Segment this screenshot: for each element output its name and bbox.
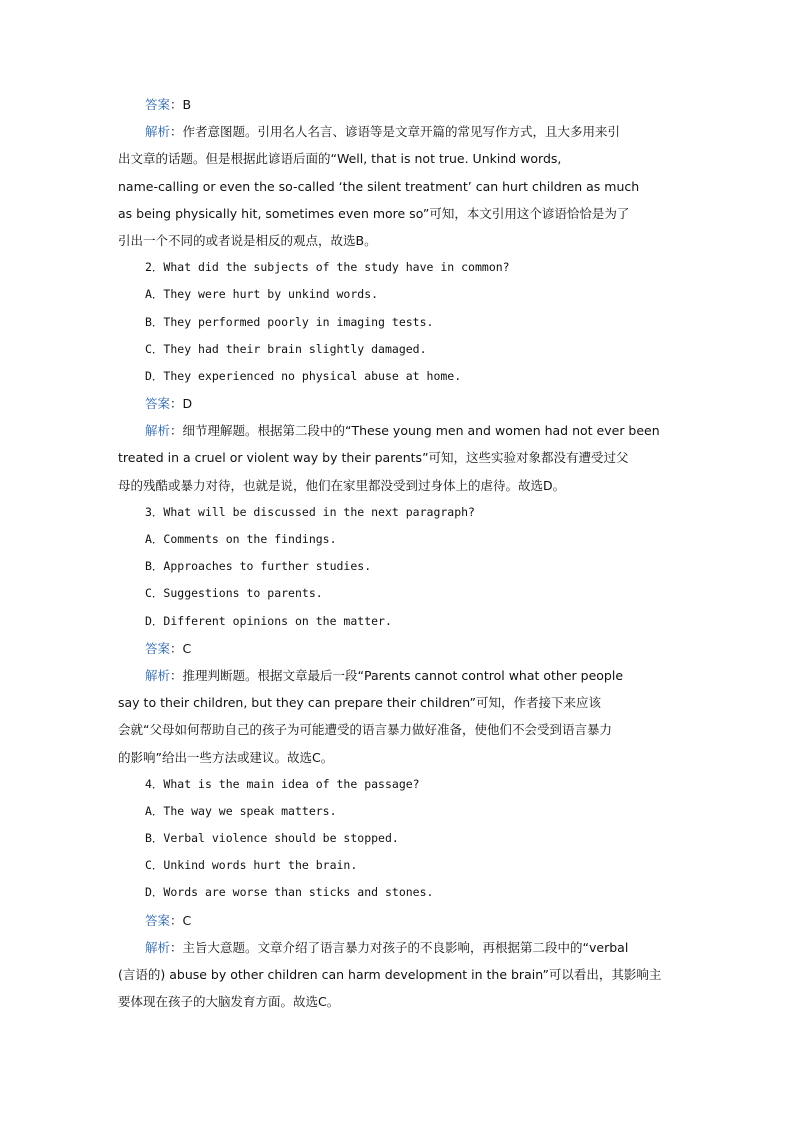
- analysis-text: ：推理判断题。根据文章最后一段“Parents cannot control what other people: [170, 667, 624, 683]
- analysis-label: 解析: [145, 423, 171, 439]
- answer-value: ：C: [170, 912, 192, 928]
- option-b: B．Verbal violence should be stopped.: [145, 831, 399, 846]
- analysis-line: 引出一个不同的或者说是相反的观点，故选B。: [118, 232, 377, 248]
- answer-line: [118, 390, 678, 417]
- answer-label: 答案: [145, 396, 171, 412]
- analysis-text: ：作者意图题。引用名人名言、谚语等是文章开篇的常见写作方式，且大多用来引: [170, 124, 621, 140]
- answer-value: ：C: [170, 640, 192, 656]
- option-a: A．They were hurt by unkind words.: [145, 287, 379, 302]
- option-d: D．Words are worse than sticks and stones.: [145, 885, 434, 900]
- analysis-line: [118, 417, 678, 444]
- analysis-line: (言语的) abuse by other children can harm development in the brain”可以看出，其影响主: [118, 967, 662, 982]
- analysis-line: as being physically hit, sometimes even more so”可知，本文引用这个谚语恰恰是为了: [118, 205, 630, 221]
- option-d: D．Different opinions on the matter.: [145, 613, 392, 628]
- question-2: 2．What did the subjects of the study have in common?: [145, 260, 510, 275]
- question-4: 4．What is the main idea of the passage?: [145, 776, 420, 791]
- analysis-line: [118, 662, 678, 689]
- analysis-line: 的影响”给出一些方法或建议。故选C。: [118, 749, 334, 765]
- analysis-label: 解析: [145, 124, 171, 140]
- analysis-label: 解析: [145, 939, 171, 955]
- analysis-line: 母的残酷或暴力对待，也就是说，他们在家里都没受到过身体上的虐待。故选D。: [118, 477, 566, 493]
- answer-value: ：B: [170, 97, 192, 112]
- analysis-line: treated in a cruel or violent way by their parents”可知，这些实验对象都没有遭受过父: [118, 450, 629, 466]
- answer-label: 答案: [145, 640, 171, 656]
- option-a: A．The way we speak matters.: [145, 803, 337, 818]
- option-c: C．Unkind words hurt the brain.: [145, 858, 358, 873]
- analysis-label: 解析: [145, 667, 171, 683]
- analysis-line: 会就“父母如何帮助自己的孩子为可能遭受的语言暴力做好准备，使他们不会受到语言暴力: [118, 722, 612, 738]
- analysis-text: ：细节理解题。根据第二段中的“These young men and women had not ever been: [170, 423, 660, 439]
- option-b: B．Approaches to further studies.: [145, 559, 372, 574]
- answer-label: 答案: [145, 97, 171, 112]
- option-c: C．They had their brain slightly damaged.: [145, 341, 427, 356]
- option-a: A．Comments on the findings.: [145, 532, 337, 546]
- analysis-line: [118, 934, 678, 961]
- answer-line: [118, 91, 678, 118]
- question-3: 3．What will be discussed in the next paragraph?: [145, 504, 475, 519]
- analysis-line: [118, 118, 678, 145]
- analysis-line: name-calling or even the so-called ‘the silent treatment’ can hurt children as much: [118, 178, 640, 194]
- analysis-line: say to their children, but they can prepare their children”可知，作者接下来应该: [118, 695, 601, 711]
- option-b: B．They performed poorly in imaging tests.: [145, 314, 434, 329]
- answer-label: 答案: [145, 912, 171, 928]
- analysis-line: 出文章的话题。但是根据此谚语后面的“Well, that is not true. Unkind words,: [118, 151, 562, 167]
- option-c: C．Suggestions to parents.: [145, 586, 323, 601]
- analysis-line: 要体现在孩子的大脑发育方面。故选C。: [118, 994, 340, 1010]
- analysis-text: ：主旨大意题。文章介绍了语言暴力对孩子的不良影响，再根据第二段中的“verbal: [170, 939, 629, 955]
- answer-line: [118, 907, 678, 934]
- answer-value: ：D: [170, 396, 193, 412]
- answer-line: [118, 635, 678, 662]
- option-d: D．They experienced no physical abuse at home.: [145, 368, 462, 383]
- document-page: [118, 91, 678, 1015]
